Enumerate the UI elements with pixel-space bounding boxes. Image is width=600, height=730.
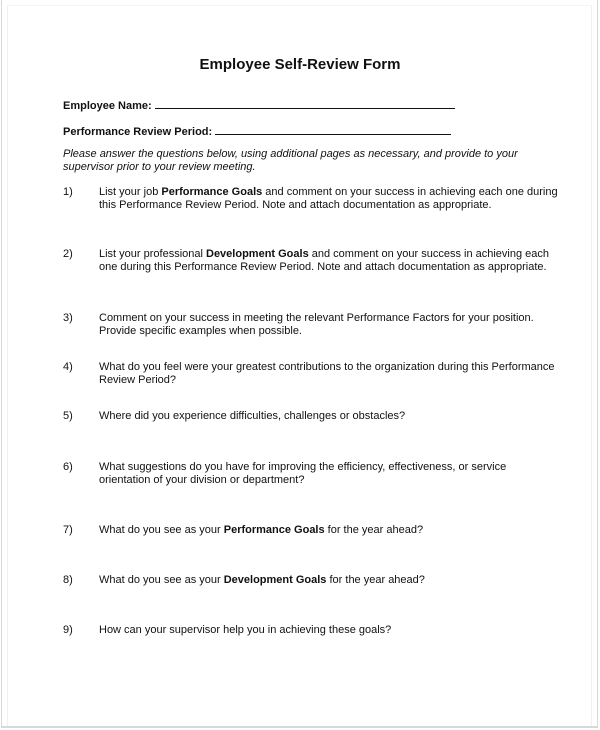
question-number: 8): [63, 574, 73, 586]
review-period-field: [63, 124, 451, 138]
question-text: What do you see as your Performance Goals for the year ahead?: [99, 524, 424, 536]
question-text: How can your supervisor help you in achieving these goals?: [99, 624, 392, 636]
question-text: What do you see as your Development Goals for the year ahead?: [99, 574, 425, 586]
review-period-blank[interactable]: [215, 124, 451, 135]
question-text: List your professional Development Goals and comment on your success in achieving each one during this Performance Review Period. Note and attach documentation as appropriate.: [99, 248, 550, 273]
question-number: 1): [63, 186, 73, 198]
employee-name-blank[interactable]: [155, 98, 455, 109]
employee-name-label: Employee Name:: [63, 100, 152, 112]
question-number: 5): [63, 410, 73, 422]
question-number: 7): [63, 524, 73, 536]
question-number: 2): [63, 248, 73, 260]
question-text: Comment on your success in meeting the relevant Performance Factors for your position. Provide specific examples when possible.: [99, 312, 534, 337]
question-text: What suggestions do you have for improving the efficiency, effectiveness, or service orientation of your division or department?: [99, 461, 507, 486]
question-text: Where did you experience difficulties, challenges or obstacles?: [99, 410, 406, 422]
question-text: What do you feel were your greatest contributions to the organization during this Performance Review Period?: [99, 361, 555, 386]
question-number: 4): [63, 361, 73, 373]
review-period-label: Performance Review Period:: [63, 126, 213, 138]
question-number: 6): [63, 461, 73, 473]
question-number: 9): [63, 624, 73, 636]
employee-name-field: [63, 98, 455, 112]
form-title: Employee Self-Review Form: [199, 56, 401, 73]
question-number: 3): [63, 312, 73, 324]
instructions: Please answer the questions below, using additional pages as necessary, and provide to your supervisor prior to your review meeting.: [63, 148, 518, 173]
question-text: List your job Performance Goals and comment on your success in achieving each one during this Performance Review Period. Note and attach documentation as appropriate.: [99, 186, 558, 211]
